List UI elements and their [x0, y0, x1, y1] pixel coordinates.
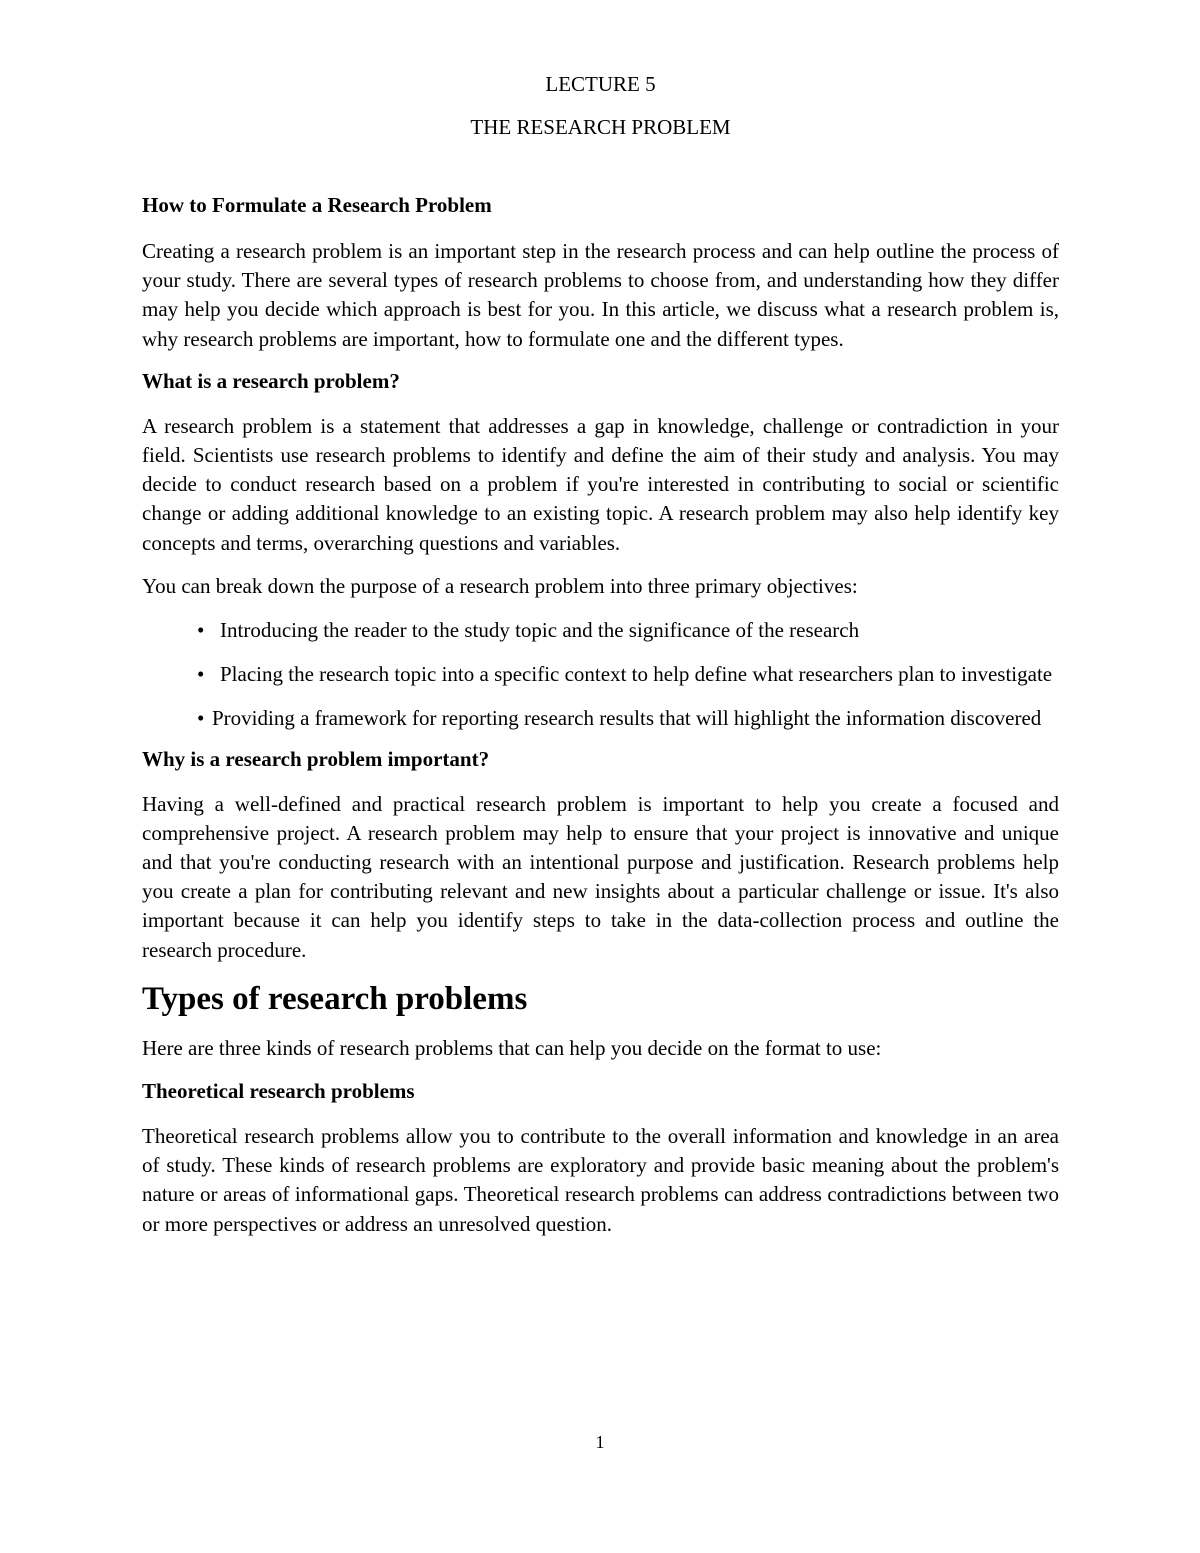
list-item — [142, 660, 1059, 689]
objectives-list — [142, 616, 1059, 734]
bullet-icon: • — [197, 706, 205, 731]
bullet-icon: • — [197, 662, 205, 687]
heading-what: What is a research problem? — [142, 368, 400, 393]
document-title: THE RESEARCH PROBLEM — [470, 115, 731, 139]
paragraph-what: A research problem is a statement that addresses a gap in knowledge, challenge or contradiction in your field. Scientists use research problems to identify and define the aim of their study and analysis. You may decide to conduct research based on a problem if you're interested in contributing to social or scientific change or adding additional knowledge to an existing topic. A research problem may also help identify key concepts and terms, overarching questions and variables. — [142, 413, 1059, 555]
paragraph-objectives-intro: You can break down the purpose of a research problem into three primary objectives: — [142, 573, 858, 598]
bullet-icon: • — [197, 618, 205, 643]
list-item-text: Placing the research topic into a specific context to help define what researchers plan to investigate — [220, 662, 1053, 687]
list-item — [142, 704, 1059, 733]
heading-theoretical: Theoretical research problems — [142, 1079, 415, 1104]
list-item-text: Providing a framework for reporting research results that will highlight the information discovered — [212, 706, 1042, 731]
heading-formulate: How to Formulate a Research Problem — [142, 193, 492, 217]
heading-why: Why is a research problem important? — [142, 746, 490, 771]
list-item-text: Introducing the reader to the study topic and the significance of the research — [220, 618, 860, 643]
page-number: 1 — [595, 1432, 605, 1452]
paragraph-theoretical: Theoretical research problems allow you to contribute to the overall information and knowledge in an area of study. These kinds of research problems are exploratory and provide basic meaning about the problem's nature or areas of informational gaps. Theoretical research problems can address contradictions between two or more perspectives or address an unresolved question. — [142, 1124, 1059, 1236]
list-item — [142, 616, 1059, 645]
paragraph-why: Having a well-defined and practical research problem is important to help you create a focused and comprehensive project. A research problem may help to ensure that your project is innovative and unique and that you're conducting research with an intentional purpose and justification. Research problems help you create a plan for contributing relevant and new insights about a particular challenge or issue. It's also important because it can help you identify steps to take in the data-collection process and outline the research procedure. — [142, 791, 1059, 962]
paragraph-formulate: Creating a research problem is an important step in the research process and can help outline the process of your study. There are several types of research problems to choose from, and understanding how they differ may help you decide which approach is best for you. In this article, we discuss what a research problem is, why research problems are important, how to formulate one and the different types. — [142, 239, 1059, 351]
lecture-number: LECTURE 5 — [545, 72, 656, 96]
page-content — [142, 70, 1059, 1239]
paragraph-types-intro: Here are three kinds of research problems that can help you decide on the format to use: — [142, 1035, 882, 1060]
heading-types: Types of research problems — [142, 980, 528, 1017]
